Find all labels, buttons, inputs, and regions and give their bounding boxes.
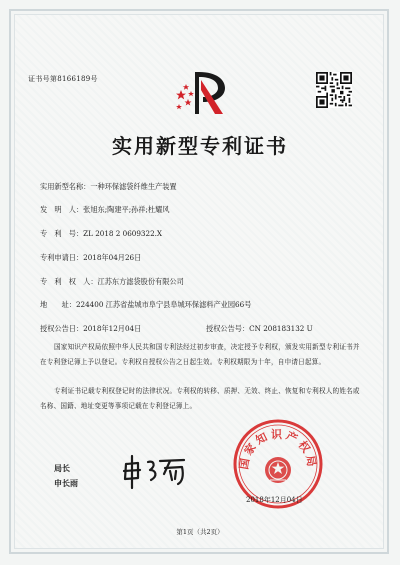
filing-date-value: 2018年04月26日 [83, 253, 142, 262]
director-label: 局长 [54, 463, 70, 473]
qr-code-icon [316, 72, 352, 108]
director-name: 申长雨 [54, 478, 78, 488]
legal-paragraph-1: 国家知识产权局依照中华人民共和国专利法经过初步审查，决定授予专利权，颁发实用新型专利证书并在专利登记簿上予以登记。专利权自授权公告之日起生效。专利权期限为十年，自申请日起算。 [40, 343, 360, 366]
grant-number-value: CN 208183132 U [249, 324, 313, 333]
grant-number-label: 授权公告号： [206, 324, 250, 333]
patent-number-field [40, 229, 162, 239]
filing-date-label: 专利申请日： [40, 253, 84, 262]
inventor-field [40, 205, 169, 215]
patentee-value: 江苏东方滤袋股份有限公司 [97, 277, 184, 286]
address-label: 地 址： [40, 300, 76, 309]
certificate-title: 实用新型专利证书 [112, 134, 288, 158]
name-label: 实用新型名称： [40, 182, 91, 191]
inventor-value: 张旭东;陶建平;孙祥;杜耀风 [83, 205, 170, 214]
patentee-label: 专 利 权 人： [40, 277, 98, 286]
seal-text: 国家知识产权局 [237, 428, 319, 471]
patent-number-value: ZL 2018 2 0609322.X [83, 229, 163, 238]
name-field [40, 182, 177, 192]
certificate-number: 证书号第8166189号 [28, 75, 98, 83]
address-field [40, 300, 251, 310]
legal-paragraph-2: 专利证书记载专利权登记时的法律状况。专利权的转移、质押、无效、终止、恢复和专利权人的姓名或名称、国籍、地址变更等事项记载在专利登记簿上。 [40, 387, 360, 410]
address-value: 224400 江苏省盐城市阜宁县阜城环保滤料产业园66号 [75, 300, 252, 309]
page-number: 第1页（共2页） [176, 528, 224, 536]
patentee-field [40, 277, 184, 287]
grant-number-field [206, 324, 313, 334]
seal-date: 2018年12月04日 [246, 496, 303, 504]
grant-date-value: 2018年12月04日 [83, 324, 142, 333]
patent-number-label: 专 利 号： [40, 229, 84, 238]
patent-office-logo-icon [171, 66, 233, 120]
name-value: 一种环保滤袋纤维生产装置 [90, 182, 177, 191]
director-signature-icon [120, 452, 192, 492]
inventor-label: 发 明 人： [40, 205, 84, 214]
grant-date-label: 授权公告日： [40, 324, 84, 333]
filing-date-field [40, 253, 141, 263]
grant-date-field [40, 324, 141, 334]
